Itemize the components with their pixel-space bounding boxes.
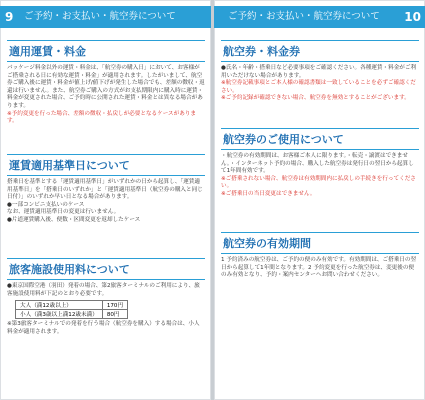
section-body: ●氏名・年齢・搭乗日など必要事項をご確認ください。各種運賃・料金がご利用いただけない場合があります。 [221, 65, 417, 79]
table-cell: 170円 [102, 301, 127, 310]
right-page [214, 0, 425, 400]
right-page-header-title: ご予約・お支払い・航空券について [228, 11, 380, 22]
section-note: ※航空券記載事項とご本人様の確認書類は一致していることを必ずご確認ください。 [221, 80, 416, 94]
section-title: 旅客施設使用料について [7, 258, 205, 280]
section-body: パッケージ料金以外の運賃・料金は、「航空券の購入日」において、お客様がご搭乗される日に有効な運賃・料金」が適用されます。したがいまして、航空券ご購入後に運賃・料金が値上げ/値下げが発生した場合でも、差額の徴収・返還は行いません。また、航空券ご購入の方式がお支払期限内に購入時に運賃・料金が変更された場合、ご予約時に公開された運賃・料金とは異なる場合があります。 [7, 65, 205, 109]
table-cell: 小人（満3歳以上満12歳未満） [16, 310, 103, 319]
section-validity-period [221, 232, 419, 280]
section-title: 運賃適用基準日について [7, 154, 205, 176]
table-cell: 大人（満12歳以上） [16, 301, 103, 310]
right-page-number: 10 [404, 10, 421, 24]
section-note: ※第3旅客ターミナルでの発着を行う場合（航空券を購入）する場合は、小人料金が適用されます。 [7, 321, 200, 335]
section-note: ※ご搭乗日の当日変更はできません。 [221, 190, 316, 197]
section-title: 適用運賃・料金 [7, 40, 205, 62]
section-bullet: なお、運賃適用基準日の変更は行いません。 [7, 209, 120, 216]
left-page [0, 0, 211, 400]
table-row [16, 310, 128, 319]
section-title: 航空券・料金券 [221, 40, 419, 62]
section-note: ※ご搭乗されない場合、航空券は有効期間内に払戻しの手続きを行ってください。 [221, 175, 416, 190]
section-body: 1 予約済みの航空券は、ご予約の便のみ有効です。有効期間は、ご搭乗日の翌日から起算して1年間となります。2 予約変更を行った航空券は、変更後の便のみ有効となり、予約・案内センターへお問い合わせください。 [221, 257, 417, 279]
section-fare-base-date [7, 154, 205, 225]
section-title: 航空券のご使用について [221, 128, 419, 150]
left-page-number: 9 [5, 10, 14, 24]
left-page-header [0, 6, 211, 28]
section-tickets-vouchers [221, 40, 419, 103]
section-facility-fee [7, 258, 205, 336]
table-cell: 80円 [102, 310, 127, 319]
section-ticket-usage [221, 128, 419, 199]
left-page-header-title: ご予約・お支払い・航空券について [24, 11, 176, 22]
table-row [16, 301, 128, 310]
section-body: 搭乗日を基準とする「運賃適用基準日」がいずれかの日から起算し、「運賃適用基準日」を「搭乗日のいずれか」と「運賃適用基準日（航空券の購入と同じ日付）」のいずれか早い日となる場合があります。 [7, 179, 203, 201]
right-page-header [214, 6, 425, 28]
section-bullet: ●片道運賃購入後、便数・区間変更を返却したケース [7, 216, 141, 223]
facility-fee-table [15, 300, 128, 319]
section-body: ・航空券の有効期間は、お客様ご本人に限ります。・転売・譲渡はできません。・インターネット予約の場合、購入した航空券は発行日の翌日から起算して1年間有効です。 [221, 153, 414, 175]
section-body: ●東京国際空港（羽田）発着の場合、第2旅客ターミナルのご利用により、旅客施設使用料が下記のとおり必要です。 [7, 283, 200, 297]
section-title: 航空券の有効期間 [221, 232, 419, 254]
section-note: ※予約変更を行った場合、差額の徴収・払戻しが必要となるケースがあります。 [7, 110, 197, 125]
section-applicable-fares [7, 40, 205, 126]
section-bullet: ●一部コンビニ支払いのケース [7, 201, 85, 208]
section-note: ※ご予約記録が確認できない場合、航空券を無効とすることがございます。 [221, 95, 410, 102]
